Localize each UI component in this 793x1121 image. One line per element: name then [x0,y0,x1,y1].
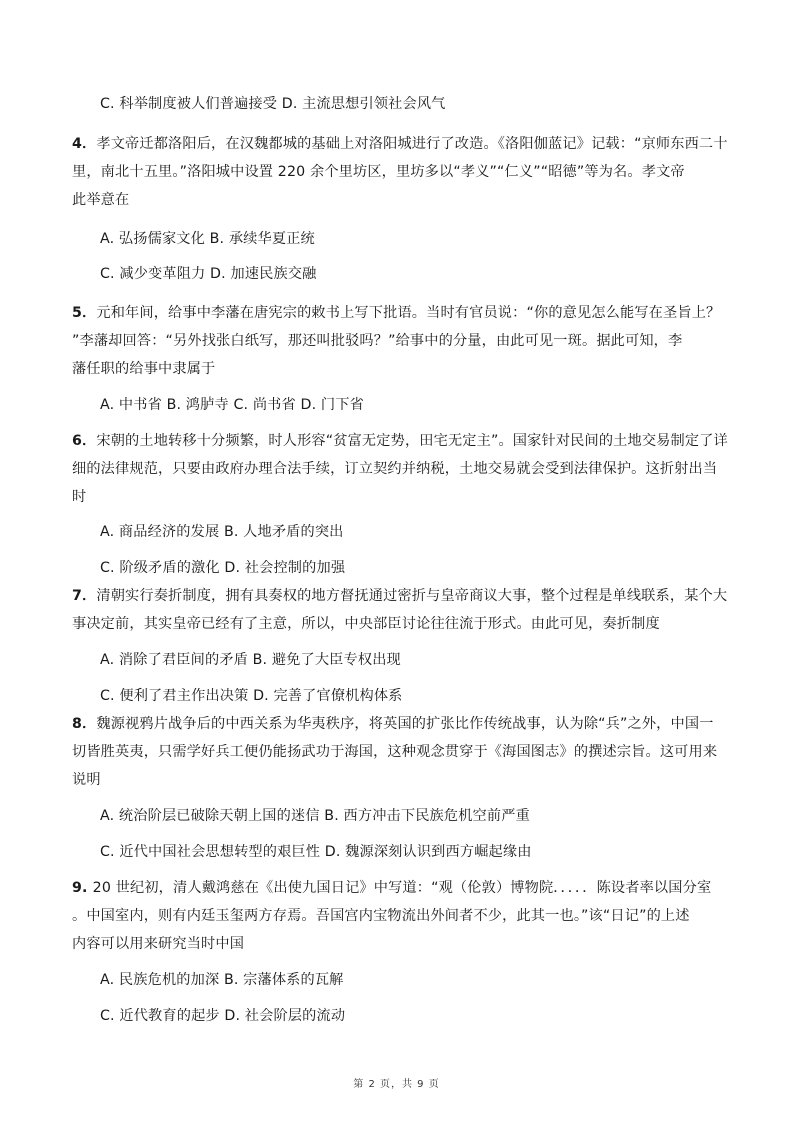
q9-options-ab: A. 民族危机的加深 B. 宗藩体系的瓦解 [100,972,344,988]
q4-line-1 [72,134,728,154]
q7-options-ab: A. 消除了君臣间的矛盾 B. 避免了大臣专权出现 [100,652,401,668]
q3-options-cd: C. 科举制度被人们普遍接受 D. 主流思想引领社会风气 [100,96,446,112]
q7-line-2: 事决定前，其实皇帝已经有了主意，所以，中央部臣讨论往往流于形式。由此可见，奏折制度 [72,616,660,632]
q9-text-1: 20 世纪初，清人戴鸿慈在《出使九国日记》中写道：“观（伦敦）博物院．．．．．陈设者率以国分室 [92,880,712,896]
q5-line-1 [72,303,720,323]
q6-options-ab: A. 商品经济的发展 B. 人地矛盾的突出 [100,524,344,540]
page-footer: 第 2 页，共 9 页 [353,1079,440,1090]
q4-options-cd: C. 减少变革阻力 D. 加速民族交融 [100,266,317,282]
q7-text-1: 清朝实行奏折制度，拥有具奏权的地方督抚通过密折与皇帝商议大事，整个过程是单线联系，某个大 [96,588,728,604]
q7-number: 7． [72,588,97,604]
q9-number: 9. [72,880,93,896]
q6-text-1: 宋朝的土地转移十分频繁，时人形容“贫富无定势，田宅无定主”。国家针对民间的土地交易制定了详 [96,433,728,449]
q6-line-1 [72,431,728,451]
q5-line-3: 藩任职的给事中隶属于 [72,361,216,377]
q9-line-1 [72,878,711,898]
q7-line-1 [72,586,727,606]
q8-line-2: 切皆胜英夷，只需学好兵工便仍能扬武功于海国，这种观念贯穿于《海国图志》的撰述宗旨。这可用来 [72,744,718,760]
q8-line-1 [72,714,714,734]
q4-line-2: 里，南北十五里。”洛阳城中设置 220 余个里坊区，里坊多以“孝义”“仁义”“昭德”等为名。孝文帝 [72,164,685,180]
q6-number: 6． [72,433,97,449]
q8-options-cd: C. 近代中国社会思想转型的艰巨性 D. 魏源深刻认识到西方崛起缘由 [100,844,532,860]
q8-options-ab: A. 统治阶层已破除天朝上国的迷信 B. 西方冲击下民族危机空前严重 [100,808,530,824]
q4-number: 4． [72,136,97,152]
q9-options-cd: C. 近代教育的起步 D. 社会阶层的流动 [100,1008,346,1024]
q9-line-3: 内容可以用来研究当时中国 [72,936,245,952]
q5-number: 5． [72,305,97,321]
q7-options-cd: C. 便利了君主作出决策 D. 完善了官僚机构体系 [100,688,403,704]
q5-options: A. 中书省 B. 鸿胪寺 C. 尚书省 D. 门下省 [100,397,364,413]
q6-options-cd: C. 阶级矛盾的激化 D. 社会控制的加强 [100,560,346,576]
q9-line-2: 。中国室内，则有内廷玉玺两方存焉。吾国宫内宝物流出外间者不少，此其一也。”该“日记”的上述 [72,908,690,924]
q4-options-ab: A. 弘扬儒家文化 B. 承续华夏正统 [100,231,315,247]
q4-line-3: 此举意在 [72,192,130,208]
q5-line-2: ”李藩却回答：“另外找张白纸写，那还叫批驳吗？”给事中的分量，由此可见一斑。据此可知，李 [72,333,683,349]
q6-line-3: 时 [72,489,87,505]
q8-number: 8． [72,716,97,732]
q6-line-2: 细的法律规范，只要由政府办理合法手续，订立契约并纳税，土地交易就会受到法律保护。这折射出当 [72,461,718,477]
q4-text-1: 孝文帝迁都洛阳后，在汉魏都城的基础上对洛阳城进行了改造。《洛阳伽蓝记》记载：“京师东西二十 [96,136,728,152]
q5-text-1: 元和年间，给事中李藩在唐宪宗的敕书上写下批语。当时有官员说：“你的意见怎么能写在圣旨上？ [96,305,721,321]
q8-text-1: 魏源视鸦片战争后的中西关系为华夷秩序，将英国的扩张比作传统战事，认为除“兵”之外，中国一 [96,716,714,732]
q8-line-3: 说明 [72,772,101,788]
